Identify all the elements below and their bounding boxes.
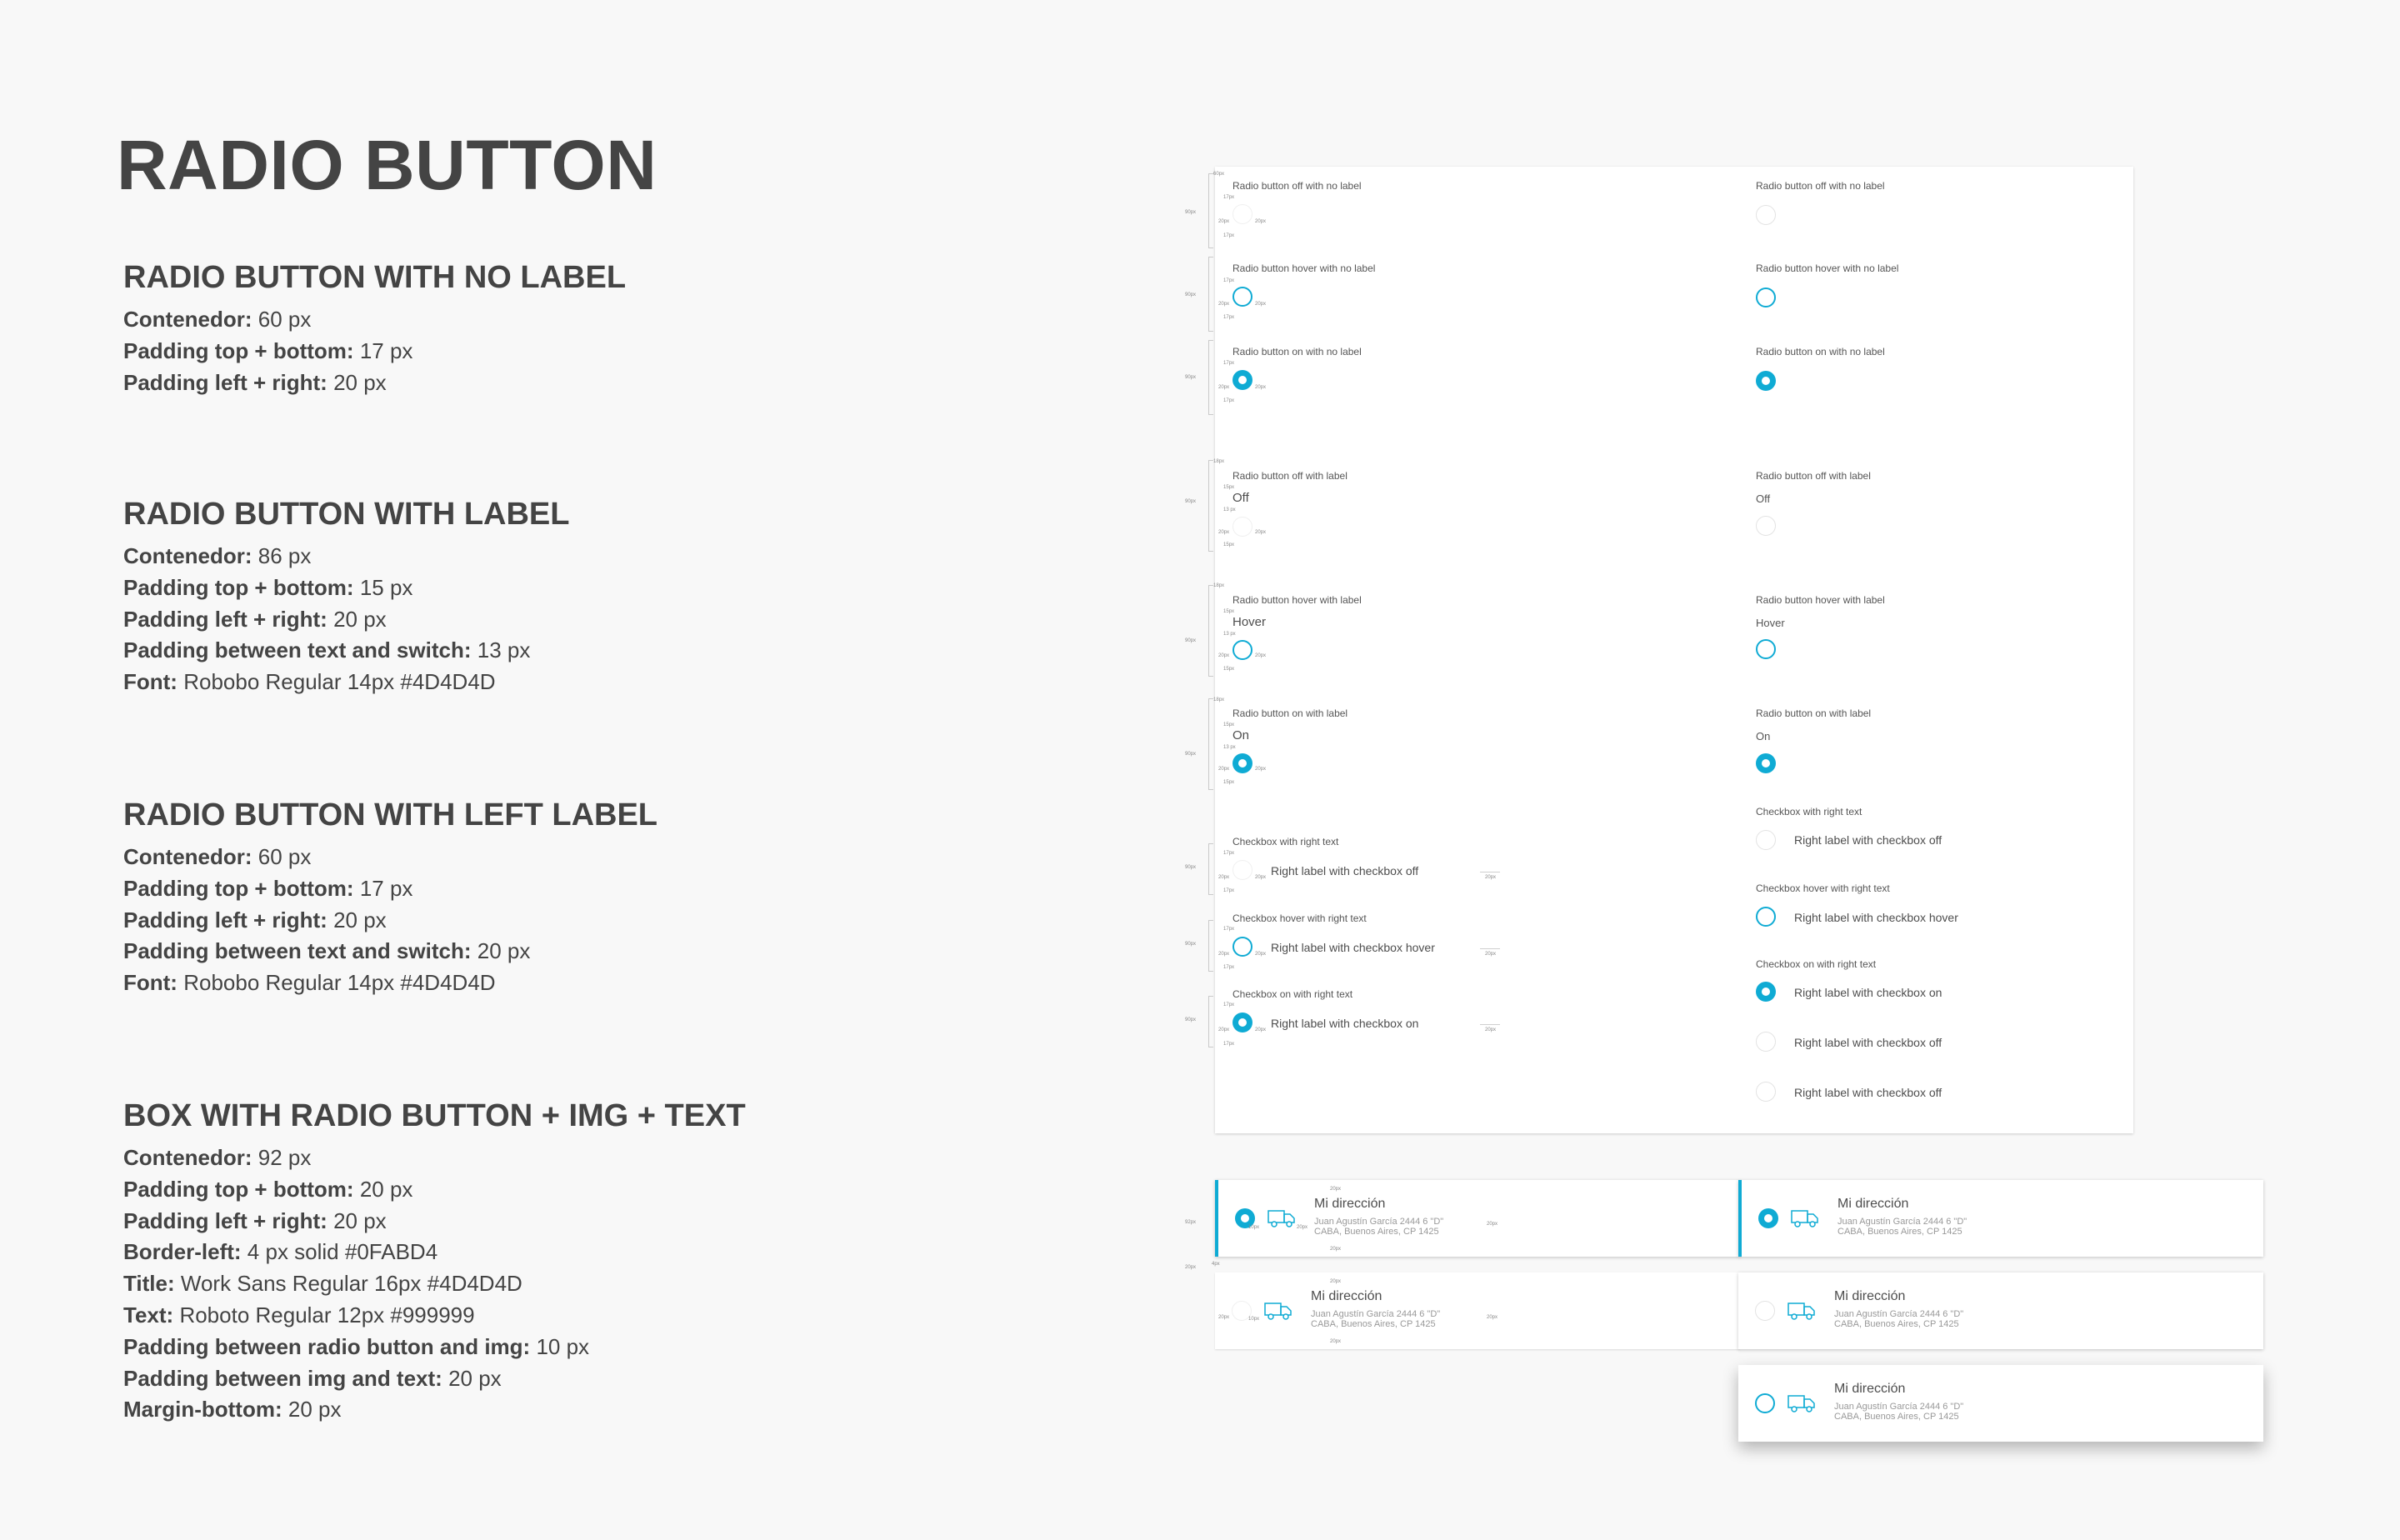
- radio-label-hover: Hover: [1756, 617, 1785, 629]
- measure-label: 17px: [1223, 398, 1235, 403]
- measure-label: 92px: [1185, 1220, 1197, 1225]
- measure-label: 18px: [1213, 583, 1225, 588]
- measure-bracket: [1208, 173, 1213, 248]
- spec-section-with-label: [123, 497, 940, 698]
- measure-label: 20px: [1218, 767, 1230, 772]
- measure-label: 20px: [1330, 1279, 1342, 1284]
- section-heading: RADIO BUTTON WITH LEFT LABEL: [123, 798, 658, 832]
- radio-off[interactable]: [1756, 1032, 1776, 1052]
- measure-label: 90px: [1185, 638, 1197, 643]
- card-title: Mi dirección: [1834, 1382, 1906, 1396]
- card-address-line2: CABA, Buenos Aires, CP 1425: [1834, 1319, 1959, 1329]
- measure-label: 90px: [1185, 752, 1197, 757]
- measure-label: 18px: [1213, 698, 1225, 702]
- caption-checkbox-right: Checkbox with right text: [1756, 806, 1862, 818]
- spec-section-box: [123, 1098, 940, 1426]
- radio-hover[interactable]: [1232, 640, 1252, 660]
- measure-label: 20px: [1255, 530, 1267, 535]
- measure-bracket: [1208, 996, 1213, 1048]
- measure-label: 17px: [1223, 927, 1235, 932]
- card-address-line2: CABA, Buenos Aires, CP 1425: [1834, 1412, 1959, 1422]
- card-address-line2: CABA, Buenos Aires, CP 1425: [1838, 1227, 1962, 1237]
- radio-off[interactable]: [1232, 860, 1252, 880]
- examples-panel: [1215, 167, 2133, 1133]
- card-address-line1: Juan Agustín García 2444 6 "D": [1838, 1217, 1968, 1227]
- measure-label: 20px: [1218, 875, 1230, 880]
- radio-hover[interactable]: [1756, 288, 1776, 308]
- measure-label: 20px: [1255, 219, 1267, 224]
- radio-label-off: Off: [1756, 492, 1771, 505]
- radio-on[interactable]: [1756, 753, 1776, 773]
- address-card-selected[interactable]: [1215, 1180, 1740, 1257]
- caption-on-no-label: Radio button on with no label: [1756, 346, 1885, 358]
- spec-row: Contenedor: 92 px: [123, 1145, 312, 1170]
- radio-label-on: On: [1232, 728, 1250, 742]
- measure-label: 20px: [1330, 1187, 1342, 1192]
- measure-label: 20px: [1218, 952, 1230, 957]
- measure-label: 20px: [1330, 1247, 1342, 1252]
- caption-hover-no-label: Radio button hover with no label: [1756, 262, 1899, 274]
- measure-label: 20px: [1487, 1315, 1498, 1320]
- spec-row: Title: Work Sans Regular 16px #4D4D4D: [123, 1271, 522, 1297]
- caption-on-label: Radio button on with label: [1232, 708, 1348, 719]
- card-address-line1: Juan Agustín García 2444 6 "D": [1834, 1402, 1964, 1412]
- caption-on-label: Radio button on with label: [1756, 708, 1872, 719]
- caption-off-label: Radio button off with label: [1232, 470, 1348, 482]
- radio-on[interactable]: [1232, 370, 1252, 390]
- measure-label: 17px: [1223, 1002, 1235, 1008]
- measure-bracket: [1208, 698, 1213, 790]
- measure-label: 20px: [1255, 875, 1267, 880]
- caption-hover-no-label: Radio button hover with no label: [1232, 262, 1376, 274]
- radio-hover[interactable]: [1756, 639, 1776, 659]
- spec-row: Text: Roboto Regular 12px #999999: [123, 1302, 475, 1328]
- measure-label: 17px: [1223, 278, 1235, 283]
- spec-row: Padding top + bottom: 15 px: [123, 574, 413, 600]
- measure-line: [1480, 948, 1500, 949]
- measure-bracket: [1208, 920, 1213, 972]
- radio-on[interactable]: [1232, 1012, 1252, 1032]
- caption-checkbox-on-right: Checkbox on with right text: [1756, 958, 1877, 970]
- radio-label-off: Off: [1232, 491, 1249, 505]
- truck-icon: [1788, 1393, 1816, 1413]
- radio-on[interactable]: [1758, 1208, 1778, 1228]
- measure-label: 20px: [1485, 952, 1497, 957]
- right-label: Right label with checkbox hover: [1794, 911, 1958, 924]
- measure-label: 15px: [1223, 609, 1235, 614]
- spec-row: Contenedor: 86 px: [123, 543, 312, 568]
- right-label: Right label with checkbox on: [1794, 986, 1942, 999]
- measure-label: 13 px: [1223, 508, 1236, 512]
- spec-row: Padding between text and switch: 20 px: [123, 938, 531, 964]
- measure-bracket: [1208, 340, 1213, 415]
- measure-label: 17px: [1223, 195, 1235, 200]
- measure-bracket: [1208, 585, 1213, 677]
- caption-checkbox-hover-right: Checkbox hover with right text: [1756, 882, 1890, 894]
- measure-label: 15px: [1223, 667, 1235, 672]
- spec-row: Font: Robobo Regular 14px #4D4D4D: [123, 669, 496, 695]
- radio-hover[interactable]: [1756, 907, 1776, 927]
- measure-label: 20px: [1218, 302, 1230, 307]
- measure-label: 20px: [1218, 1315, 1230, 1320]
- measure-label: 17px: [1223, 1042, 1235, 1047]
- measure-label: 60px: [1213, 172, 1225, 177]
- spec-row: Contenedor: 60 px: [123, 844, 312, 869]
- spec-row: Border-left: 4 px solid #0FABD4: [123, 1239, 438, 1265]
- caption-checkbox-right: Checkbox with right text: [1232, 836, 1339, 848]
- measure-label: 17px: [1223, 851, 1235, 856]
- measure-label: 20px: [1218, 219, 1230, 224]
- measure-label: 20px: [1185, 1265, 1197, 1270]
- measure-label: 18px: [1213, 459, 1225, 464]
- radio-off[interactable]: [1755, 1301, 1775, 1321]
- radio-on[interactable]: [1232, 753, 1252, 773]
- measure-label: 17px: [1223, 888, 1235, 893]
- radio-off[interactable]: [1756, 1082, 1776, 1102]
- measure-label: 20px: [1255, 952, 1267, 957]
- caption-off-no-label: Radio button off with no label: [1756, 180, 1885, 192]
- measure-label: 20px: [1255, 385, 1267, 390]
- measure-label: 15px: [1223, 780, 1235, 785]
- spec-row: Padding left + right: 20 px: [123, 907, 387, 932]
- card-title: Mi dirección: [1311, 1289, 1382, 1303]
- measure-label: 20px: [1218, 653, 1230, 658]
- card-title: Mi dirección: [1838, 1197, 1909, 1211]
- card-address-line1: Juan Agustín García 2444 6 "D": [1311, 1309, 1441, 1319]
- caption-hover-label: Radio button hover with label: [1756, 594, 1885, 606]
- measure-label: 15px: [1223, 485, 1235, 490]
- measure-label: 20px: [1487, 1222, 1498, 1227]
- measure-label: 90px: [1185, 942, 1197, 947]
- caption-on-no-label: Radio button on with no label: [1232, 346, 1362, 358]
- spec-row: Padding top + bottom: 17 px: [123, 875, 413, 901]
- section-heading: RADIO BUTTON WITH NO LABEL: [123, 260, 627, 295]
- measure-label: 17px: [1223, 965, 1235, 970]
- measure-line: [1480, 1024, 1500, 1025]
- spec-row: Padding between img and text: 20 px: [123, 1365, 502, 1391]
- card-title: Mi dirección: [1834, 1289, 1906, 1303]
- measure-label: 20px: [1255, 1028, 1267, 1032]
- caption-checkbox-hover-right: Checkbox hover with right text: [1232, 912, 1367, 924]
- address-card[interactable]: [1215, 1272, 1740, 1349]
- measure-label: 10px: [1248, 1317, 1260, 1322]
- spec-row: Padding top + bottom: 17 px: [123, 338, 413, 363]
- spec-row: Padding between radio button and img: 10 px: [123, 1333, 590, 1359]
- measure-label: 20px: [1218, 530, 1230, 535]
- measure-label: 20px: [1297, 1225, 1308, 1230]
- truck-icon: [1268, 1208, 1296, 1228]
- card-address-line2: CABA, Buenos Aires, CP 1425: [1311, 1319, 1436, 1329]
- radio-off[interactable]: [1232, 517, 1252, 537]
- measure-bracket: [1208, 257, 1213, 332]
- measure-label: 15px: [1223, 542, 1235, 548]
- radio-label-on: On: [1756, 730, 1771, 742]
- measure-label: 90px: [1185, 499, 1197, 504]
- measure-label: 17px: [1223, 233, 1235, 238]
- address-card-selected[interactable]: [1738, 1180, 2263, 1257]
- spec-row: Font: Robobo Regular 14px #4D4D4D: [123, 970, 496, 996]
- measure-label: 20px: [1255, 302, 1267, 307]
- radio-hover[interactable]: [1232, 937, 1252, 957]
- measure-label: 13 px: [1223, 632, 1236, 637]
- spec-section-left-label: [123, 798, 940, 999]
- caption-off-label: Radio button off with label: [1756, 470, 1871, 482]
- radio-off[interactable]: [1756, 830, 1776, 850]
- spec-row: Contenedor: 60 px: [123, 307, 312, 332]
- radio-on[interactable]: [1756, 371, 1776, 391]
- measure-label: 90px: [1185, 210, 1197, 215]
- measure-bracket: [1208, 460, 1213, 552]
- section-heading: RADIO BUTTON WITH LABEL: [123, 497, 570, 532]
- measure-label: 20px: [1485, 875, 1497, 880]
- spec-row: Padding left + right: 20 px: [123, 606, 387, 632]
- measure-label: 20px: [1330, 1339, 1342, 1344]
- right-label: Right label with checkbox off: [1794, 1036, 1942, 1049]
- measure-label: 20px: [1218, 1028, 1230, 1032]
- radio-off[interactable]: [1756, 516, 1776, 536]
- measure-label: 17px: [1223, 361, 1235, 366]
- radio-on[interactable]: [1756, 982, 1776, 1002]
- radio-off[interactable]: [1232, 204, 1252, 224]
- measure-bracket: [1208, 843, 1213, 895]
- measure-label: 20px: [1255, 653, 1267, 658]
- right-label: Right label with checkbox off: [1794, 1086, 1942, 1099]
- measure-label: 17px: [1223, 315, 1235, 320]
- truck-icon: [1264, 1301, 1292, 1321]
- radio-label-hover: Hover: [1232, 615, 1267, 629]
- radio-hover[interactable]: [1232, 287, 1252, 307]
- card-address-line2: CABA, Buenos Aires, CP 1425: [1314, 1227, 1439, 1237]
- spec-row: Padding between text and switch: 13 px: [123, 638, 531, 663]
- truck-icon: [1788, 1301, 1816, 1321]
- right-label: Right label with checkbox off: [1271, 864, 1419, 878]
- radio-off[interactable]: [1756, 205, 1776, 225]
- truck-icon: [1791, 1208, 1819, 1228]
- measure-label: 4px: [1212, 1262, 1220, 1267]
- right-label: Right label with checkbox hover: [1271, 941, 1435, 954]
- caption-hover-label: Radio button hover with label: [1232, 594, 1362, 606]
- measure-label: 90px: [1185, 865, 1197, 870]
- measure-label: 90px: [1185, 1018, 1197, 1022]
- measure-label: 20px: [1218, 385, 1230, 390]
- right-label: Right label with checkbox off: [1794, 833, 1942, 847]
- radio-hover[interactable]: [1755, 1393, 1775, 1413]
- measure-label: 10px: [1248, 1225, 1260, 1230]
- card-title: Mi dirección: [1314, 1197, 1386, 1211]
- address-card-hover[interactable]: [1738, 1365, 2263, 1442]
- spec-row: Padding left + right: 20 px: [123, 369, 387, 395]
- measure-label: 90px: [1185, 375, 1197, 380]
- measure-label: 20px: [1485, 1028, 1497, 1032]
- spec-row: Padding top + bottom: 20 px: [123, 1176, 413, 1202]
- caption-off-no-label: Radio button off with no label: [1232, 180, 1362, 192]
- page-title: RADIO BUTTON: [117, 126, 658, 204]
- card-address-line1: Juan Agustín García 2444 6 "D": [1314, 1217, 1444, 1227]
- measure-label: 15px: [1223, 722, 1235, 728]
- card-address-line1: Juan Agustín García 2444 6 "D": [1834, 1309, 1964, 1319]
- right-label: Right label with checkbox on: [1271, 1017, 1419, 1030]
- section-heading: BOX WITH RADIO BUTTON + IMG + TEXT: [123, 1098, 746, 1133]
- spec-section-no-label: [123, 260, 940, 398]
- measure-label: 13 px: [1223, 745, 1236, 750]
- measure-label: 20px: [1255, 767, 1267, 772]
- spec-row: Padding left + right: 20 px: [123, 1208, 387, 1233]
- measure-label: 90px: [1185, 292, 1197, 298]
- spec-row: Margin-bottom: 20 px: [123, 1397, 342, 1422]
- caption-checkbox-on-right: Checkbox on with right text: [1232, 988, 1353, 1000]
- address-card[interactable]: [1738, 1272, 2263, 1349]
